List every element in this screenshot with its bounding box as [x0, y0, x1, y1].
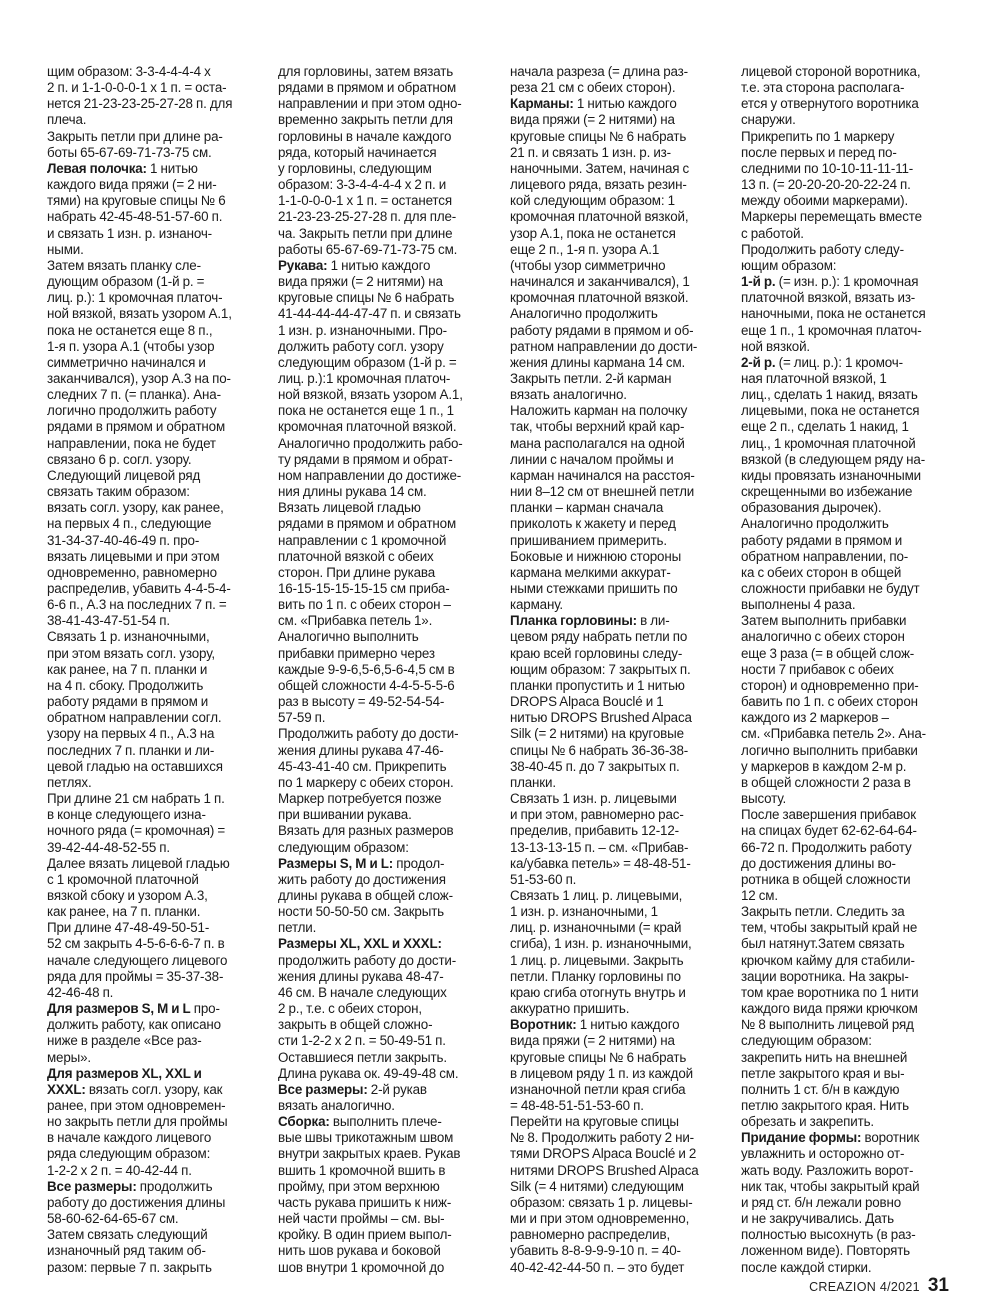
- paragraph-text: для горловины, затем вязать рядами в прямом и обратном направлении и при этом одно- временно закрыть петли для горловины в начале каждого ряда, который начинается у горловины, следующим образом: 3-3-4-4-4-4 х 2 п. и 1-1-0-0-0-1 х 1 п. = останется 21-23-23-25-27-28 п. для пле- ча. Закрыть петли при длине работы 65-67-69-71-73-75 см.: [278, 64, 462, 257]
- paragraph-text: Затем вязать планку сле- дующим образом (1-й р. = лиц. р.): 1 кромочная платоч- ной вязкой, вязать узором А.1, пока не останется еще 8 п., 1-я п. узора А.1 (чтобы узор симметрично начинался и заканчивался), узор А.3 на по- следних 7 п. (= планка). Ана- логично продолжить работу рядами в прямом и обратном направлении, пока не будет связано 6 р. согл. узору.: [47, 257, 232, 467]
- paragraph-text: (= лиц. р.): 1 кромоч- ная платочной вязкой, 1 лиц., сделать 1 накид, вязать лицевыми, пока не останется еще 2 п., сделать 1 накид, 1 лиц., 1 кромочная платочной вязкой (в следующем ряду на- киды провязать изнаночными скрещенными во избежание образования дырочек).: [741, 354, 926, 516]
- paragraph: [510, 96, 716, 403]
- paragraph: [278, 500, 484, 726]
- paragraph-text: лицевой стороной воротника, т.е. эта сторона располагa- ется у отвернутого воротника снаружи.: [741, 64, 921, 128]
- paragraph: [510, 64, 716, 96]
- paragraph: [47, 161, 253, 258]
- section-heading: 1-й р.: [741, 274, 776, 290]
- section-heading: Рукава:: [278, 257, 328, 273]
- text-columns: [47, 64, 957, 1275]
- section-heading: Размеры S, M и L:: [278, 855, 394, 871]
- paragraph: [741, 1130, 947, 1275]
- section-heading: Планка горловины:: [510, 613, 637, 629]
- paragraph-text: Продолжить работу до дости- жения длины рукава 47-46- 45-43-41-40 см. Прикрепить по 1 маркеру с обеих сторон. Маркер потребуется позже при вшивании рукава.: [278, 726, 459, 823]
- paragraph: [741, 613, 947, 807]
- paragraph: [278, 1114, 484, 1276]
- paragraph: [47, 129, 253, 161]
- paragraph-text: При длине 47-48-49-50-51- 52 см закрыть 4-5-6-6-6-7 п. в начале следующего лицевого ряда для проймы = 35-37-38- 42-46-48 п.: [47, 920, 228, 1000]
- paragraph-text: щим образом: 3-3-4-4-4-4 х 2 п. и 1-1-0-0-0-1 х 1 п. = оста- нется 21-23-23-25-27-28 п. для плеча.: [47, 64, 233, 128]
- paragraph-text: Наложить карман на полочку так, чтобы верхний край кар- мана располагался на одной линии с началом проймы и карман начинался на расстоя- нии 8–12 см от внешней петли планки – карман сначала приколоть к жакету и перед пришиванием примерить. Боковые и нижнюю стороны кармана мелкими аккурат- ными стежками пришить по карману.: [510, 403, 695, 613]
- paragraph: [741, 516, 947, 613]
- paragraph-text: 1 нитью каждого вида пряжи (= 2 нитями) на круговые спицы № 6 набрать 21 п. и связать 1 изн. р. из- наночными. Затем, начиная с лицевого ряда, вязать резин- кой следующим образом: 1 кромочная платочной вязкой, узор А.1, пока не останется еще 2 п., 1-я п. узора А.1 (чтобы узор симметрично начинался и заканчивался), 1 кромочная платочной вязкой. Аналогично продолжить работу рядами в прямом и об- ратном направлении до дости- жения длины кармана 14 см. Закрыть петли. 2-й карман вязать аналогично.: [510, 96, 698, 403]
- paragraph: [278, 64, 484, 258]
- paragraph: [741, 274, 947, 355]
- magazine-issue: CREAZION 4/2021: [809, 1280, 920, 1294]
- paragraph-text: 1 нитью каждого вида пряжи (= 2 нитями) на круговые спицы № 6 набрать 41-44-44-44-47-47 п. и связать 1 изн. р. изнаночными. Про- должить работу согл. узору следующим образом (1-й р. = лиц. р.):1 кромочная платоч- ной вязкой, вязать узором А.1, пока не останется еще 1 п., 1 кромочная платочной вязкой. Аналогично продолжить рабо- ту рядами в прямом и обрат- ном направлении до достиже- ния длины рукава 14 см.: [278, 257, 463, 500]
- paragraph-text: продолжить работу до дости- жения длины рукава 48-47- 46 см. В начале следующих 2 р., т.е. с обеих сторон, закрыть в общей сложно- сти 1-2-2 х 2 п. = 50-49-51 п. Оставшиеся петли закрыть. Длина рукава ок. 49-49-48 см.: [278, 952, 459, 1081]
- column-2: [278, 64, 484, 1276]
- section-heading: Все размеры:: [278, 1081, 368, 1097]
- section-heading: Придание формы:: [741, 1130, 862, 1146]
- paragraph-text: 1 нитью каждого вида пряжи (= 2 ни- тями) на круговые спицы № 6 набрать 42-45-48-51-57-60 п. и связать 1 изн. р. изнаноч- ными.: [47, 160, 226, 257]
- paragraph-text: Далее вязать лицевой гладью с 1 кромочной платочной вязкой сбоку и узором А.3, как ранее, на 7 п. планки.: [47, 855, 230, 920]
- section-heading: Для размеров S, M и L: [47, 1001, 191, 1017]
- page-number: 31: [927, 1275, 949, 1296]
- section-heading: Для размеров XL, XXL и XXXL:: [47, 1065, 202, 1097]
- paragraph: [278, 1082, 484, 1114]
- paragraph-text: Связать 1 изн. р. лицевыми и при этом, равномерно рас- пределив, прибавить 12-12- 13-13-13-15 п. – см. «Прибав- ка/убавка петель» = 48-48-51- 51-53-60 п.: [510, 791, 691, 887]
- paragraph-text: Связать 1 лиц. р. лицевыми, 1 изн. р. изнаночными, 1 лиц. р. изнаночными (= край сгиба), 1 изн. р. изнаночными, 1 лиц. р. лицевыми. Закрыть петли. Планку горловины по краю сгиба отогнуть внутрь и аккуратно пришить.: [510, 887, 692, 1017]
- paragraph: [741, 807, 947, 904]
- paragraph-text: выполнить плече- вые швы трикотажным швом внутри закрытых краев. Рукав вшить 1 кромочной вшить в пройму, при этом верхнюю часть рукава пришить к ниж- ней части проймы – см. вы- кройку. В один прием выпол- нить шов рукава и боковой шов внутри 1 кромочной до: [278, 1114, 461, 1275]
- paragraph: [47, 791, 253, 856]
- paragraph-text: После завершения прибавок на спицах будет 62-62-64-64- 66-72 п. Продолжить работу до достижения длины во- ротника в общей сложности 12 см.: [741, 807, 917, 903]
- paragraph-text: продолжить работу до достижения длины 58-60-62-64-65-67 см.: [47, 1178, 226, 1227]
- paragraph: [510, 791, 716, 888]
- paragraph: [47, 64, 253, 129]
- section-heading: Сборка:: [278, 1114, 330, 1130]
- paragraph: [47, 258, 253, 468]
- paragraph-text: Прикрепить по 1 маркеру после первых и перед по- следними по 10-10-11-11-11- 13 п. (= 20-20-20-20-22-24 п. между обоими маркерами). Маркеры перемещать вместе с работой.: [741, 128, 922, 241]
- paragraph: [47, 629, 253, 791]
- paragraph-text: Следующий лицевой ряд связать таким образом: вязать согл. узору, как ранее, на первых 4 п., следующие 31-34-37-40-46-49 п. про- вязать лицевыми и при этом одновременно, равномерно распределив, убавить 4-4-5-4- 6-6 п., А.3 на последних 7 п. = 38-41-43-47-51-54 п.: [47, 467, 231, 629]
- paragraph-text: Продолжить работу следу- ющим образом:: [741, 241, 904, 273]
- paragraph-text: Связать 1 р. изнаночными, при этом вязать согл. узору, как ранее, на 7 п. планки и на 4 п. сбоку. Продолжить работу рядами в прямом и обратном направлении согл. узору на первых 4 п., А.3 на последних 7 п. планки и ли- цевой гладью на оставшихся петлях.: [47, 629, 223, 790]
- paragraph: [47, 1227, 253, 1275]
- paragraph: [47, 468, 253, 630]
- paragraph: [741, 129, 947, 242]
- paragraph: [47, 1179, 253, 1227]
- paragraph: [741, 64, 947, 129]
- section-heading: Левая полочка:: [47, 160, 147, 176]
- section-heading: Карманы:: [510, 96, 574, 112]
- paragraph-text: 2-й рукав вязать аналогично.: [278, 1081, 427, 1113]
- paragraph-text: начала разреза (= длина раз- реза 21 см с обеих сторон).: [510, 64, 688, 96]
- paragraph-text: вязать согл. узору, как ранее, при этом одновремен- но закрыть петли для проймы в начале каждого лицевого ряда следующим образом: 1-2-2 х 2 п. = 40-42-44 п.: [47, 1081, 228, 1178]
- paragraph-text: Вязать лицевой гладью рядами в прямом и обратном направлении с 1 кромочной платочной вязкой с обеих сторон. При длине рукава 16-15-15-15-15-15 см приба- вить по 1 п. с обеих сторон – см. «Прибавка петель 1». Аналогично выполнить прибавки примерно через каждые 9-9-6,5-6,5-6-4,5 см в общей сложности 4-4-5-5-5-6 раз в высоту = 49-52-54-54- 57-59 п.: [278, 500, 457, 726]
- column-4: [741, 64, 947, 1276]
- column-1: [47, 64, 253, 1276]
- section-heading: Размеры XL, XXL и XXXL:: [278, 936, 442, 952]
- paragraph-text: Вязать для разных размеров следующим образом:: [278, 823, 454, 855]
- paragraph: [510, 1114, 716, 1276]
- column-3: [510, 64, 716, 1276]
- paragraph-text: При длине 21 см набрать 1 п. в конце следующего изна- ночного ряда (= кромочная) = 39-42-44-48-52-55 п.: [47, 791, 226, 855]
- paragraph-text: Затем выполнить прибавки аналогично с обеих сторон еще 3 раза (= в общей слож- ности 7 прибавок с обеих сторон) и одновременно при- бавить по 1 п. с обеих сторон каждого из 2 маркеров – см. «Прибавка петель 2». Ана- логично выполнить прибавки у маркеров в каждом 2-м р. в общей сложности 2 раза в высоту.: [741, 613, 926, 807]
- paragraph: [510, 613, 716, 791]
- paragraph-text: Перейти на круговые спицы № 8. Продолжить работу 2 ни- тями DROPS Alpaca Bouclé и 2 нитями DROPS Brushed Alpaca Silk (= 4 нитями) следующим образом: связать 1 р. лицевы- ми и при этом одновременно, равномерно распределив, убавить 8-8-9-9-9-10 п. = 40- 40-42-42-44-50 п. – это будет: [510, 1114, 699, 1275]
- paragraph-text: в ли- цевом ряду набрать петли по краю всей горловины следу- ющим образом: 7 закрытых п. планки пропустить и 1 нитью DROPS Alpaca Bouclé и 1 нитью DROPS Brushed Alpaca Silk (= 2 нитями) на круговые спицы № 6 набрать 36-36-38- 38-40-45 п. до 7 закрытых п. планки.: [510, 613, 692, 790]
- section-heading: Воротник:: [510, 1017, 577, 1033]
- paragraph: [741, 904, 947, 1130]
- paragraph: [510, 1017, 716, 1114]
- paragraph-text: Закрыть петли при длине ра- боты 65-67-69-71-73-75 см.: [47, 128, 223, 160]
- paragraph: [278, 856, 484, 937]
- paragraph-text: Закрыть петли. Следить за тем, чтобы закрытый край не был натянут.Затем связать крючком кайму для стабили- зации воротника. На закры- том крае воротника по 1 нити каждого вида пряжи крючком № 8 выполнить лицевой ряд следующим образом: закрепить нить на внешней петле закрытого края и вы- полнить 1 ст. б/н в каждую петлю закрытого края. Нить обрезать и закрепить.: [741, 904, 919, 1130]
- paragraph: [47, 1066, 253, 1179]
- paragraph-text: про- должить работу, как описано ниже в разделе «Все раз- меры».: [47, 1001, 221, 1065]
- paragraph: [278, 726, 484, 823]
- paragraph: [278, 936, 484, 1081]
- section-heading: 2-й р.: [741, 354, 776, 370]
- paragraph-text: (= изн. р.): 1 кромочная платочной вязкой, вязать из- наночными, пока не останется еще 1 п., 1 кромочная платоч- ной вязкой.: [741, 274, 926, 354]
- paragraph: [278, 258, 484, 500]
- paragraph: [47, 920, 253, 1001]
- paragraph-text: продол- жить работу до достижения длины рукава в общей слож- ности 50-50-50 см. Закрыть петли.: [278, 855, 453, 936]
- page-footer: [809, 1275, 949, 1297]
- paragraph: [510, 888, 716, 1017]
- section-heading: Все размеры:: [47, 1178, 137, 1194]
- paragraph-text: Аналогично продолжить работу рядами в прямом и обратном направлении, по- ка с обеих сторон в общей сложности прибавки не будут выполнены 4 раза.: [741, 516, 920, 613]
- paragraph: [510, 403, 716, 613]
- paragraph: [741, 355, 947, 517]
- paragraph: [741, 242, 947, 274]
- paragraph: [278, 823, 484, 855]
- paragraph: [47, 1001, 253, 1066]
- paragraph-text: Затем связать следующий изнаночный ряд таким об- разом: первые 7 п. закрыть: [47, 1227, 212, 1275]
- paragraph: [47, 856, 253, 921]
- paragraph-text: воротник увлажнить и осторожно от- жать воду. Разложить ворот- ник так, чтобы закрытый край и ряд ст. б/н лежали ровно и не закручивались. Дать полностью высохнуть (в раз- ложенном виде). Повторять после каждой стирки.: [741, 1130, 920, 1275]
- paragraph-text: 1 нитью каждого вида пряжи (= 2 нитями) на круговые спицы № 6 набрать в лицевом ряду 1 п. из каждой изнаночной петли края сгиба = 48-48-51-51-53-60 п.: [510, 1017, 693, 1113]
